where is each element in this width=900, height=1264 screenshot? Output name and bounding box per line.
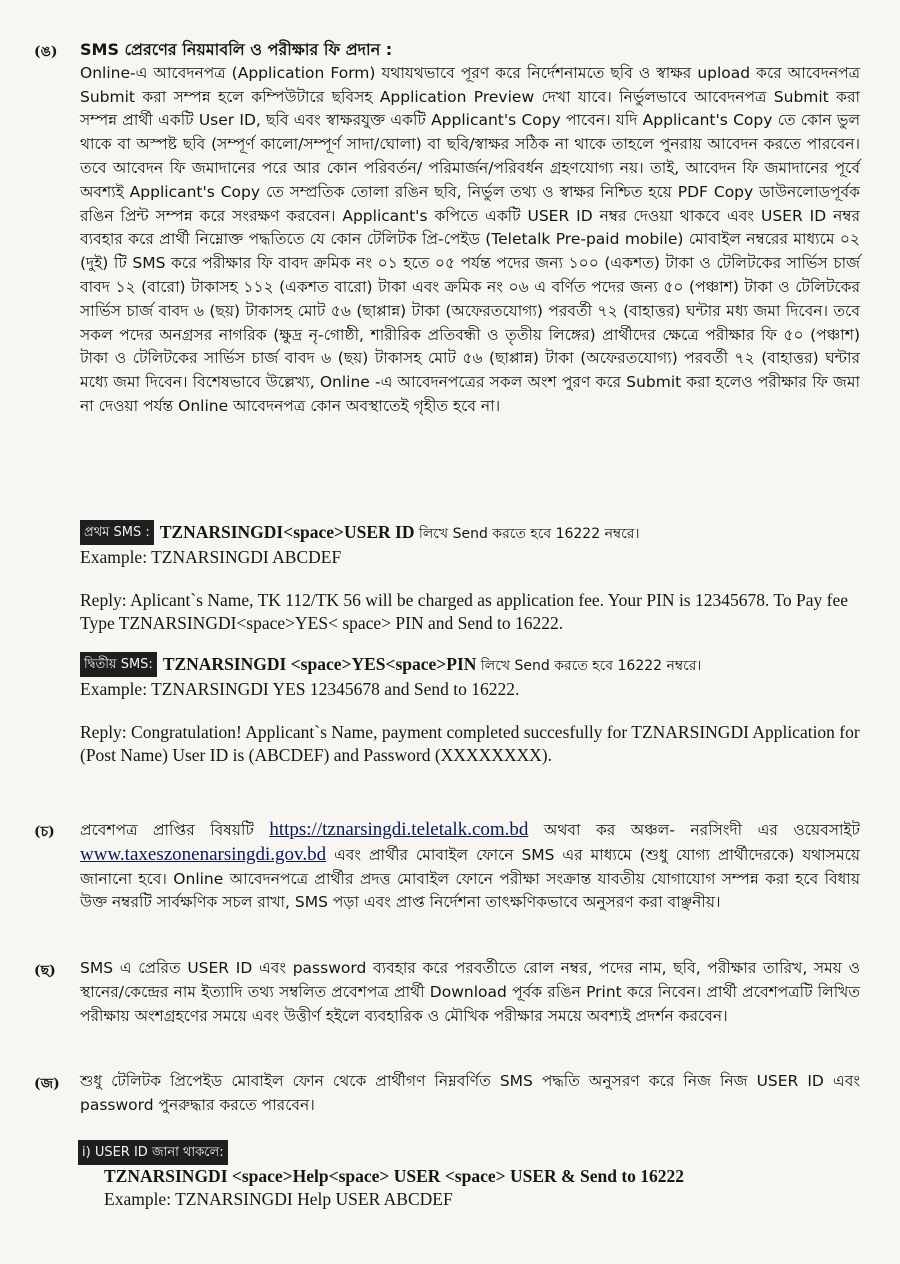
first-sms-format: TZNARSINGDI<space>USER ID <box>159 522 415 542</box>
first-sms-reply: Reply: Aplicant`s Name, TK 112/TK 56 will be charged as application fee. Your PIN is 12345678. To Pay fee Type TZNARSINGDI<space>YES< space> PIN and Send to 16222. <box>80 590 849 633</box>
section-marker: (ঙ) <box>34 44 58 60</box>
second-sms-block <box>80 652 860 766</box>
second-sms-instruction: লিখে Send করতে হবে 16222 নম্বরে। <box>480 658 702 674</box>
section-marker: (চ) <box>34 824 55 840</box>
first-sms-block <box>80 520 860 634</box>
recover-sms-tag: i) USER ID জানা থাকলে: <box>78 1140 228 1165</box>
admit-mid-text: অথবা কর অঞ্চল- নরসিংদী এর ওয়েবসাইট <box>543 821 860 839</box>
first-sms-instruction: লিখে Send করতে হবে 16222 নম্বরে। <box>418 526 640 542</box>
second-sms-reply: Reply: Congratulation! Applicant`s Name, payment completed succesfully for TZNARSINGDI Application for (Post Name) User ID is (ABCDEF) and Password (XXXXXXXX). <box>80 722 860 765</box>
section-marker: (জ) <box>34 1076 60 1092</box>
second-sms-format: TZNARSINGDI <space>YES<space>PIN <box>162 654 477 674</box>
admit-pre-text: প্রবেশপত্র প্রাপ্তির বিষয়টি <box>80 821 254 839</box>
section-download-admit <box>34 957 860 1028</box>
recover-sms-example: Example: TZNARSINGDI Help USER ABCDEF <box>104 1189 453 1209</box>
section-body: শুধু টেলিটক প্রিপেইড মোবাইল ফোন থেকে প্রার্থীগণ নিম্নবর্ণিত SMS পদ্ধতি অনুসরণ করে নিজ নিজ USER ID এবং password পুনরুদ্ধার করতে পারবেন। <box>80 1072 860 1114</box>
taxes-zone-link[interactable]: www.taxeszonenarsingdi.gov.bd <box>80 843 327 865</box>
section-body: Online-এ আবেদনপত্র (Application Form) যথাযথভাবে পূরণ করে নির্দেশনামতে ছবি ও স্বাক্ষর upload করে আবেদনপত্র Submit করা সম্পন্ন হলে কম্পিউটারে ছবিসহ Application Preview দেখা যাবে। নির্ভুলভাবে আবেদনপত্র Submit করা সম্পন্ন প্রার্থী একটি User ID, ছবি এবং স্বাক্ষরযুক্ত একটি Applicant's Copy পাবেন। যদি Applicant's Copy তে কোন ভুল থাকে বা অস্পষ্ট ছবি (সম্পূর্ণ কালো/সম্পূর্ণ সাদা/ঘোলা) বা ছবি/স্বাক্ষর সঠিক না থাকে তাহলে পুনরায় আবেদন করতে পারবেন। তবে আবেদন ফি জমাদানের পরে আর কোন পরিবর্তন/ পরিমার্জন/পরিবর্ধন গ্রহণযোগ্য নয়। তাই, আবেদন ফি জমাদানের পূর্বে অবশ্যই Applicant's Copy তে সম্প্রতিক তোলা রঙিন ছবি, নির্ভুল তথ্য ও স্বাক্ষর নিশ্চিত হয়ে PDF Copy ডাউনলোডপূর্বক রঙিন প্রিন্ট সম্পন্ন করে সংরক্ষণ করবেন। Applicant's কপিতে একটি USER ID নম্বর দেওয়া থাকবে এবং USER ID নম্বর ব্যবহার করে প্রার্থী নিম্নোক্ত পদ্ধতিতে যে কোন টেলিটক প্রি-পেইড (Teletalk Pre-paid mobile) মোবাইল নম্বরের মাধ্যমে ০২ (দুই) টি SMS করে পরীক্ষার ফি বাবদ ক্রমিক নং ০১ হতে ০৫ পর্যন্ত পদের জন্য ১০০ (একশত) টাকা ও টেলিটকের সার্ভিস চার্জ বাবদ ১২ (বারো) টাকাসহ ১১২ (একশত বারো) টাকা এবং ক্রমিক নং ০৬ এ বর্ণিত পদের জন্য ৫০ (পঞ্চাশ) টাকা ও টেলিটকের সার্ভিস চার্জ বাবদ ৬ (ছয়) টাকাসহ মোট ৫৬ (ছাপ্পান্ন) টাকা (অফেরতযোগ্য) পরবর্তী ৭২ (বাহাত্তর) ঘন্টার মধ্য জমা দিবেন। তবে সকল পদের অনগ্রসর নাগরিক (ক্ষুদ্র নৃ-গোষ্ঠী, শারীরিক প্রতিবন্ধী ও তৃতীয় লিঙ্গের) প্রার্থীদের ক্ষেত্রে পরীক্ষার ফি ৫০ (পঞ্চাশ) টাকা ও টেলিটকের সার্ভিস চার্জ বাবদ ৬ (ছয়) টাকাসহ মোট ৫৬ (ছাপ্পান্ন) টাকা (অফেরতযোগ্য) পরবর্তী ৭২ (বাহাত্তর) ঘন্টার মধ্যে জমা দিবেন। বিশেষভাবে উল্লেখ্য, Online -এ আবেদনপত্রের সকল অংশ পুরণ করে Submit করা হলেও পরীক্ষার ফি জমা না দেওয়া পর্যন্ত Online আবেদনপত্র কোন অবস্থাতেই গৃহীত হবে না। <box>80 63 861 415</box>
section-body: SMS এ প্রেরিত USER ID এবং password ব্যবহার করে পরবর্তীতে রোল নম্বর, পদের নাম, ছবি, পরীক্ষার তারিখ, সময় ও স্থানের/কেন্দ্রের নাম ইত্যাদি তথ্য সম্বলিত প্রবেশপত্র প্রার্থী Download পূর্বক রঙিন Print করে নিবেন। প্রার্থী প্রবেশপত্রটি লিখিত পরীক্ষায় অংশগ্রহণের সময়ে এবং উত্তীর্ণ হইলে ব্যবহারিক ও মৌখিক পরীক্ষার সময়ে অবশ্যই প্রদর্শন করবেন। <box>80 959 860 1025</box>
teletalk-link[interactable]: https://tznarsingdi.teletalk.com.bd <box>269 819 529 840</box>
section-admit-card <box>34 818 860 915</box>
section-recover-id <box>34 1070 860 1118</box>
first-sms-example: Example: TZNARSINGDI ABCDEF <box>80 547 342 567</box>
first-sms-tag: প্রথম SMS : <box>80 520 154 545</box>
recover-sms-format: TZNARSINGDI <space>Help<space> USER <space> USER & Send to 16222 <box>104 1166 685 1186</box>
section-marker: (ছ) <box>34 963 56 979</box>
admit-post-text: এবং প্রার্থীর মোবাইল ফোনে SMS এর মাধ্যমে (শুধু যোগ্য প্রার্থীদেরকে) যথাসময়ে জানানো হবে। Online আবেদনপত্রে প্রার্থীর প্রদত্ত মোবাইল ফোনে পরীক্ষা সংক্রান্ত যাবতীয় যোগাযোগ সম্পন্ন করা হবে বিধায় উক্ত নম্বরটি সার্বক্ষণিক সচল রাখা, SMS পড়া এবং প্রাপ্ত নির্দেশনা তাৎক্ষণিকভাবে অনুসরণ করা বাঞ্ছনীয়। <box>80 845 860 912</box>
section-sms-rules <box>34 38 860 419</box>
second-sms-tag: দ্বিতীয় SMS: <box>80 652 157 677</box>
second-sms-example: Example: TZNARSINGDI YES 12345678 and Send to 16222. <box>80 679 520 699</box>
recover-sms-block <box>78 1140 860 1211</box>
section-heading: SMS প্রেরণের নিয়মাবলি ও পরীক্ষার ফি প্রদান : <box>80 40 393 59</box>
